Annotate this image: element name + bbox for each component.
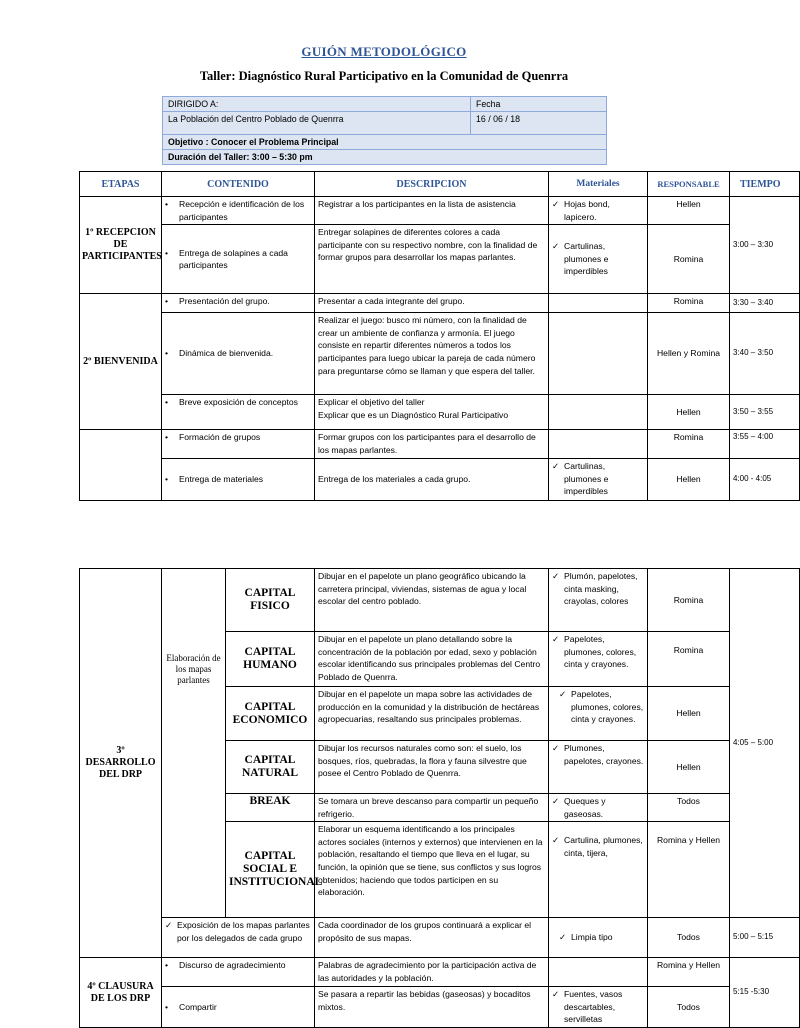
stage-name: [80, 430, 162, 501]
bullet-icon: •: [165, 199, 169, 209]
time-cell: 5:15 -5:30: [730, 958, 800, 1028]
bullet-icon: •: [165, 1001, 169, 1012]
time-cell: 4:05 – 5:00: [730, 569, 800, 918]
materials-cell: ✓ Papelotes, plumones, colores, cinta y crayones.: [549, 632, 648, 687]
check-icon: ✓: [552, 634, 560, 644]
responsible-cell: Romina y Hellen: [648, 822, 730, 918]
responsible-cell: Hellen: [648, 197, 730, 225]
content-cell: • Breve exposición de conceptos: [162, 395, 315, 430]
responsible-cell: Romina y Hellen: [648, 958, 730, 987]
col-responsable: RESPONSABLE: [648, 172, 730, 197]
bullet-icon: •: [165, 474, 169, 485]
activity-cell: Elaboración de los mapas parlantes: [162, 569, 226, 918]
bullet-icon: •: [165, 247, 169, 258]
materials-cell: ✓ Cartulinas, plumones e imperdibles: [549, 459, 648, 501]
materials-cell: ✓ Papelotes, plumones, colores, cinta y crayones.: [549, 687, 648, 741]
description-cell: Cada coordinador de los grupos continuará a explicar el propósito de sus mapas.: [315, 918, 549, 958]
fecha-label: Fecha: [471, 97, 607, 112]
time-cell: 3:30 – 3:40: [730, 294, 800, 313]
time-cell: 5:00 – 5:15: [730, 918, 800, 958]
description-cell: Realizar el juego: busco mi número, con la finalidad de crear un ambiente de confianza y armonía. El juego consiste en repartir diferentes números a todos los participantes para luego ubicar la pareja de cada número para preguntarse cómo se llaman y que espera del taller.: [315, 313, 549, 395]
description-cell: Se pasara a repartir las bebidas (gaseosas) y bocaditos mixtos.: [315, 987, 549, 1028]
materials-cell: [549, 313, 648, 395]
check-icon: ✓: [552, 835, 560, 846]
col-etapas: ETAPAS: [80, 172, 162, 197]
check-icon: ✓: [552, 571, 560, 581]
stage-name: 1º RECEPCION DE PARTICIPANTES: [80, 197, 162, 294]
capital-name: BREAK: [226, 794, 315, 822]
responsible-cell: Hellen: [648, 741, 730, 794]
dirigido-value: La Población del Centro Poblado de Quenrra: [163, 112, 471, 135]
responsible-cell: Romina: [648, 225, 730, 294]
content-cell: • Dinámica de bienvenida.: [162, 313, 315, 395]
responsible-cell: Romina: [648, 569, 730, 632]
description-cell: Presentar a cada integrante del grupo.: [315, 294, 549, 313]
description-cell: Dibujar en el papelote un mapa sobre las actividades de producción en la comunidad y la distribución de hectáreas agropecuarias, resaltando sus principales problemas.: [315, 687, 549, 741]
bullet-icon: •: [165, 296, 169, 307]
time-cell: 3:55 – 4:00: [730, 430, 800, 459]
stage-name: 2º BIENVENIDA: [80, 294, 162, 430]
responsible-cell: Romina: [648, 294, 730, 313]
content-cell: • Presentación del grupo.: [162, 294, 315, 313]
content-cell: • Discurso de agradecimiento: [162, 958, 315, 987]
description-cell: Entrega de los materiales a cada grupo.: [315, 459, 549, 501]
check-icon: ✓: [552, 241, 560, 252]
bullet-icon: •: [165, 348, 169, 359]
responsible-cell: Todos: [648, 794, 730, 822]
check-icon: ✓: [552, 989, 560, 1000]
materials-cell: ✓ Cartulina, plumones, cinta, tijera,: [549, 822, 648, 918]
schedule-table-2: [79, 568, 800, 1028]
description-cell: Palabras de agradecimiento por la participación activa de las autoridades y la población.: [315, 958, 549, 987]
capital-name: CAPITAL HUMANO: [226, 632, 315, 687]
description-cell: Elaborar un esquema identificando a los principales actores sociales (internos y externos) que intervienen en la población, resaltando el tiempo que lleva en el lugar, su función, la opinión que se tiene, sus conflictos y sus logros obtenidos; haciendo que todos participen en su elaboración.: [315, 822, 549, 918]
objetivo: Objetivo : Conocer el Problema Principal: [163, 135, 607, 150]
info-box: [162, 96, 607, 165]
materials-cell: ✓ Plumón, papelotes, cinta masking, crayolas, colores: [549, 569, 648, 632]
materials-cell: [549, 395, 648, 430]
col-tiempo: TIEMPO: [730, 172, 800, 197]
description-cell: Se tomara un breve descanso para compartir un pequeño refrigerio.: [315, 794, 549, 822]
capital-name: CAPITAL NATURAL: [226, 741, 315, 794]
responsible-cell: Todos: [648, 918, 730, 958]
responsible-cell: Hellen: [648, 395, 730, 430]
check-icon: ✓: [552, 796, 560, 806]
check-icon: ✓: [559, 689, 567, 699]
capital-name: CAPITAL FISICO: [226, 569, 315, 632]
materials-cell: ✓ Queques y gaseosas.: [549, 794, 648, 822]
materials-cell: ✓ Plumones, papelotes, crayones.: [549, 741, 648, 794]
description-cell: Dibujar en el papelote un plano detallando sobre la concentración de la población por edad, sexo y población escolar identificando sus principales problemas del Centro Poblado de Quenrra.: [315, 632, 549, 687]
responsible-cell: Romina: [648, 430, 730, 459]
bullet-icon: •: [165, 432, 169, 443]
description-cell: Entregar solapines de diferentes colores a cada participante con su respectivo nombre, con la finalidad de formar grupos para desarrollar los mapas parlantes.: [315, 225, 549, 294]
bullet-icon: •: [165, 397, 169, 408]
content-cell: • Recepción e identificación de los participantes: [162, 197, 315, 225]
responsible-cell: Todos: [648, 987, 730, 1028]
content-cell: • Formación de grupos: [162, 430, 315, 459]
check-icon: ✓: [552, 743, 560, 753]
time-cell: 3:40 – 3:50: [730, 313, 800, 395]
description-cell: Dibujar en el papelote un plano geográfico ubicando la carretera principal, viviendas, sistemas de agua y local escolar del centro poblado.: [315, 569, 549, 632]
materials-cell: ✓ Fuentes, vasos descartables, servilletas: [549, 987, 648, 1028]
check-icon: ✓: [559, 932, 567, 943]
schedule-table-1: [79, 171, 800, 501]
col-materiales: Materiales: [549, 172, 648, 197]
materials-cell: ✓ Hojas bond, lapicero.: [549, 197, 648, 225]
time-cell: 3:50 – 3:55: [730, 395, 800, 430]
dirigido-label: DIRIGIDO A:: [163, 97, 471, 112]
col-descripcion: DESCRIPCION: [315, 172, 549, 197]
duracion: Duración del Taller: 3:00 – 5:30 pm: [163, 150, 607, 165]
capital-name: CAPITAL ECONOMICO: [226, 687, 315, 741]
time-cell: 3:00 – 3:30: [730, 197, 800, 294]
col-contenido: CONTENIDO: [162, 172, 315, 197]
description-cell: Formar grupos con los participantes para el desarrollo de los mapas parlantes.: [315, 430, 549, 459]
responsible-cell: Romina: [648, 632, 730, 687]
document-subtitle: Taller: Diagnóstico Rural Participativo en la Comunidad de Quenrra: [199, 69, 569, 83]
stage-name: 4º CLAUSURA DE LOS DRP: [80, 958, 162, 1028]
materials-cell: ✓ Cartulinas, plumones e imperdibles: [549, 225, 648, 294]
responsible-cell: Hellen y Romina: [648, 313, 730, 395]
materials-cell: [549, 958, 648, 987]
responsible-cell: Hellen: [648, 687, 730, 741]
check-icon: ✓: [552, 461, 560, 472]
content-cell: ✓ Exposición de los mapas parlantes por los delegados de cada grupo: [162, 918, 315, 958]
description-cell: Registrar a los participantes en la lista de asistencia: [315, 197, 549, 225]
check-icon: ✓: [165, 920, 173, 931]
content-cell: • Entrega de solapines a cada participantes: [162, 225, 315, 294]
document-title: GUIÓN METODOLÓGICO: [301, 44, 467, 59]
stage-name: 3º DESARROLLO DEL DRP: [80, 569, 162, 958]
content-cell: • Compartir: [162, 987, 315, 1028]
materials-cell: [549, 294, 648, 313]
fecha-value: 16 / 06 / 18: [471, 112, 607, 135]
responsible-cell: Hellen: [648, 459, 730, 501]
description-cell: Explicar el objetivo del taller Explicar que es un Diagnóstico Rural Participativo: [315, 395, 549, 430]
time-cell: 4:00 - 4:05: [730, 459, 800, 501]
content-cell: • Entrega de materiales: [162, 459, 315, 501]
capital-name: CAPITAL SOCIAL E INSTITUCIONAL: [226, 822, 315, 918]
check-icon: ✓: [552, 199, 560, 209]
materials-cell: [549, 430, 648, 459]
materials-cell: ✓ Limpia tipo: [549, 918, 648, 958]
bullet-icon: •: [165, 960, 169, 971]
description-cell: Dibujar los recursos naturales como son: el suelo, los bosques, ríos, quebradas, la flora y fauna silvestre que posee el Centro Poblado de Quenrra.: [315, 741, 549, 794]
